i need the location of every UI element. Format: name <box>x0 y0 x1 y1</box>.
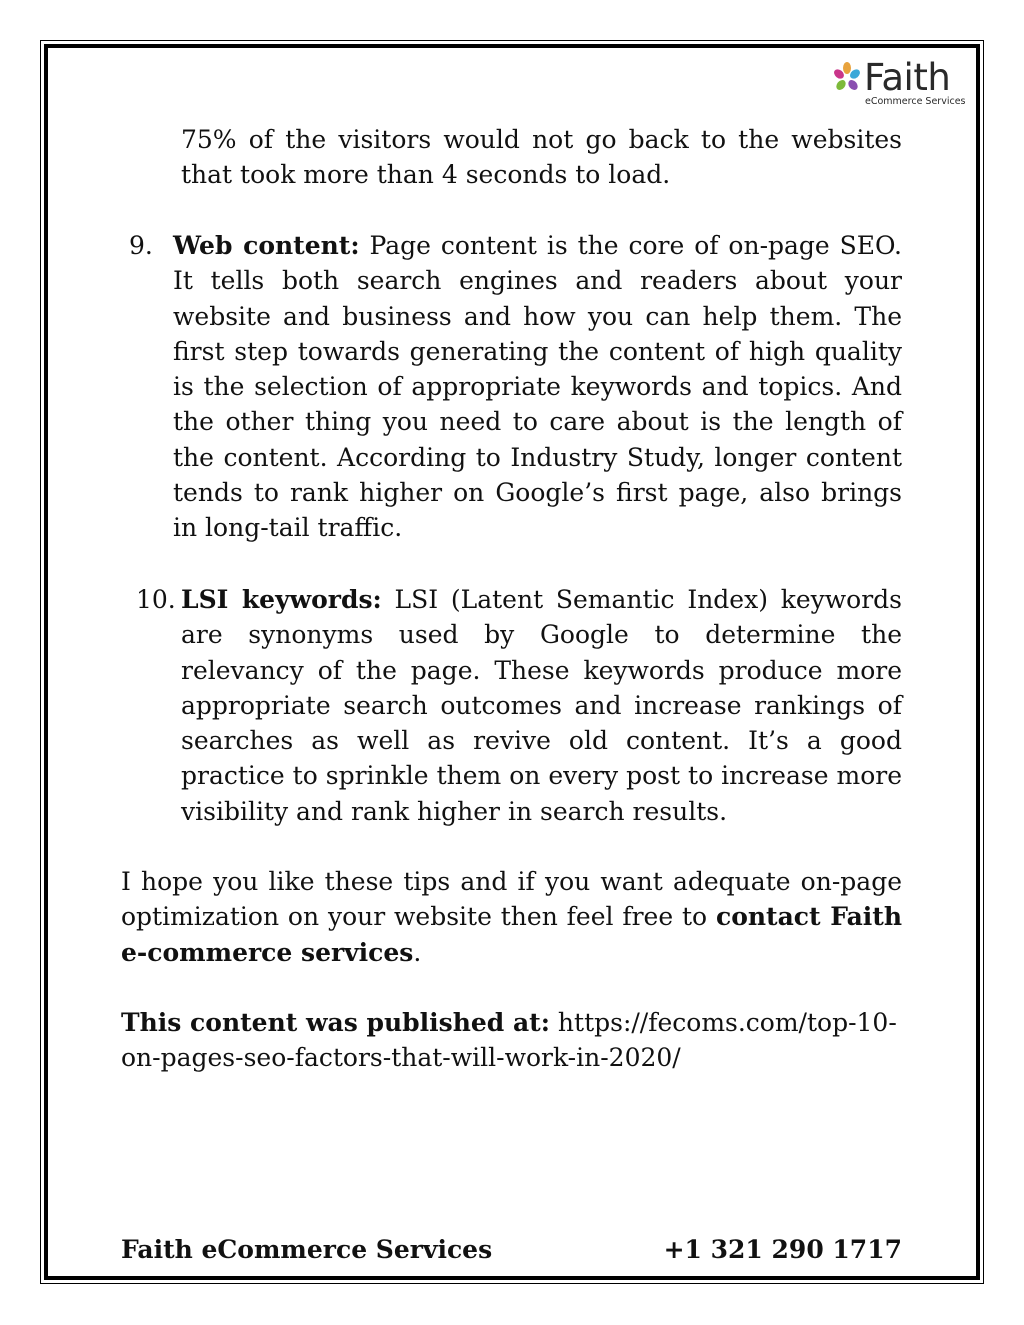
item-9-number: 9. <box>129 231 153 260</box>
flower-logo-icon <box>832 60 862 96</box>
intro-paragraph <box>181 122 902 193</box>
item-9-title: Web content: <box>173 231 360 260</box>
item-9-text: Page content is the core of on-page SEO. It tells both search engines and readers about your website and business and how you can help them. The first step towards generating the content of high quality is the selection of appropriate keywords and topics. And the other thing you need to care about is the length of the content. According to Industry Study, longer content tends to rank higher on Google’s first page, also brings in long-tail traffic. <box>173 231 902 543</box>
item-10-text: LSI (Latent Semantic Index) keywords are synonyms used by Google to determine the relevancy of the page. These keywords produce more appropriate search outcomes and increase rankings of searches as well as revive old content. It’s a good practice to sprinkle them on every post to increase more visibility and rank higher in search results. <box>181 585 902 826</box>
closing-paragraph <box>121 864 902 970</box>
footer-phone: +1 321 290 1717 <box>663 1235 902 1264</box>
faith-logo <box>832 58 966 110</box>
item-10-paragraph <box>181 582 902 829</box>
item-10-title: LSI keywords: <box>181 585 382 614</box>
footer-company: Faith eCommerce Services <box>121 1235 493 1264</box>
published-label: This content was published at: <box>121 1008 550 1037</box>
item-10-number: 10. <box>136 585 176 614</box>
logo-name: Faith <box>864 56 951 99</box>
closing-period: . <box>413 937 422 967</box>
published-url[interactable]: https://fecoms.com/top-10-on-pages-seo-factors-that-will-work-in-2020/ <box>121 1008 897 1073</box>
published-paragraph <box>121 1005 902 1076</box>
item-9-paragraph <box>173 228 902 546</box>
intro-text: 75% of the visitors would not go back to the websites that took more than 4 seconds to load. <box>181 125 902 190</box>
logo-tagline: eCommerce Services <box>865 96 966 107</box>
contact-faith-link[interactable]: contact Faith e-commerce services <box>121 902 902 967</box>
closing-text: I hope you like these tips and if you want adequate on-page optimization on your website then feel free to <box>121 867 902 932</box>
